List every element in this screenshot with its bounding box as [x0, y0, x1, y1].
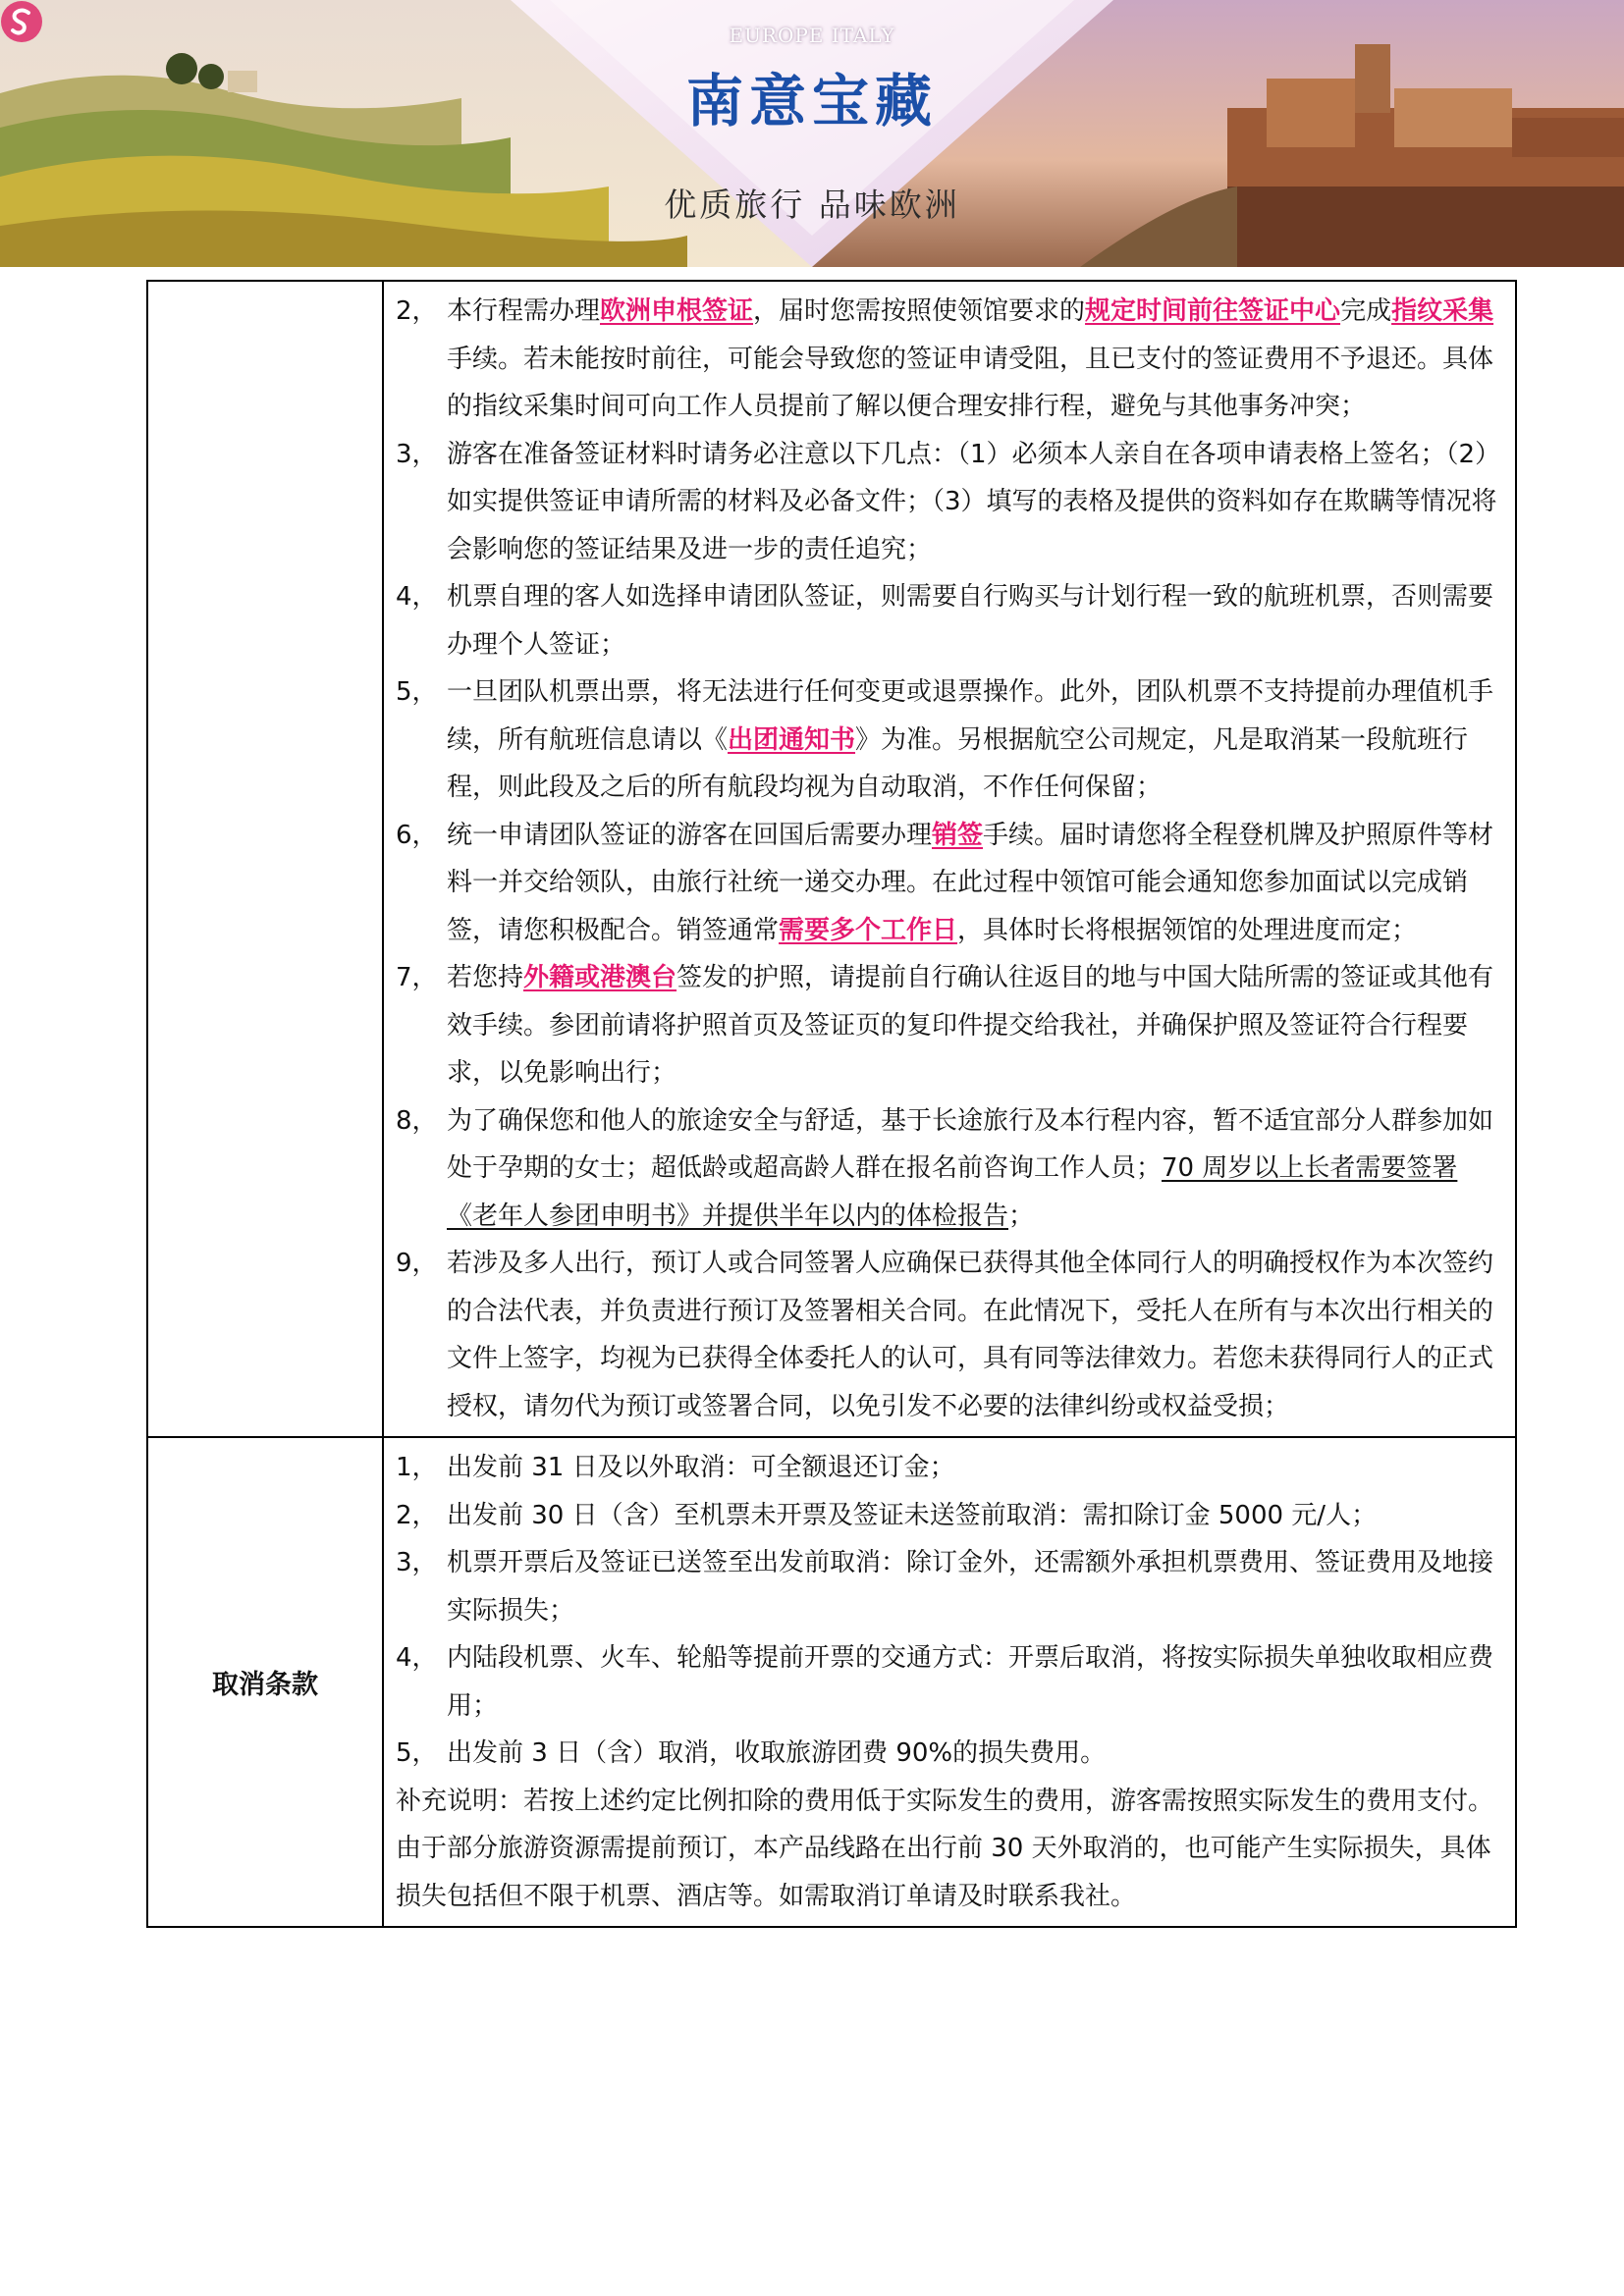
text-run: 完成 — [1340, 296, 1392, 326]
item-text: 出发前 31 日及以外取消：可全额退还订金； — [447, 1453, 955, 1482]
item-text — [447, 668, 1505, 812]
text-run: 本行程需办理 — [447, 296, 601, 326]
item-text: 游客在准备签证材料时请务必注意以下几点：（1）必须本人亲自在各项申请表格上签名；（2）如实提供签证申请所需的材料及必备文件；（3）填写的表格及提供的资料如存在欺瞒等情况将会影响您的签证结果及进一步的责任追究； — [447, 439, 1501, 564]
note-item-5 — [396, 668, 1505, 812]
cancel-item — [396, 1539, 1505, 1634]
item-text: 机票自理的客人如选择申请团队签证，则需要自行购买与计划行程一致的航班机票，否则需要办理个人签证； — [447, 582, 1494, 660]
brand-title: 南意宝藏 — [685, 68, 938, 134]
brand-swirl-icon — [0, 0, 43, 43]
item-text: 出发前 3 日（含）取消，收取旅游团费 90%的损失费用。 — [447, 1738, 1107, 1768]
item-number: 1， — [396, 1453, 438, 1482]
cancel-item — [396, 1444, 1505, 1492]
note-item-6 — [396, 812, 1505, 955]
item-text — [447, 288, 1505, 431]
text-run: 》为准。另根据航空公司规定，凡是取消某一段航班行程，则此段及之后的所有航段均视为自动取消，不作任何保留； — [447, 724, 1469, 802]
item-text — [447, 1097, 1505, 1241]
item-text: 内陆段机票、火车、轮船等提前开票的交通方式：开票后取消，将按实际损失单独收取相应费用； — [447, 1643, 1494, 1721]
note-item-4 — [396, 573, 1505, 668]
header-banner — [0, 0, 1624, 267]
highlight-schengen-visa: 欧洲申根签证 — [600, 296, 754, 326]
item-text — [447, 812, 1505, 955]
cancel-label: 取消条款 — [148, 1438, 384, 1926]
text-run: 手续。若未能按时前往，可能会导致您的签证申请受阻，且已支付的签证费用不予退还。具体的指纹采集时间可向工作人员提前了解以便合理安排行程，避免与其他事务冲突； — [447, 344, 1494, 421]
brand-subtitle: EUROPE ITALY — [729, 24, 895, 47]
cancel-item — [396, 1730, 1505, 1778]
item-number: 3， — [396, 439, 438, 469]
item-number: 5， — [396, 1738, 438, 1768]
text-run: ； — [1008, 1201, 1035, 1231]
highlight-fingerprint: 指纹采集 — [1391, 296, 1494, 326]
cancel-item — [396, 1492, 1505, 1540]
notes-row — [148, 282, 1515, 1436]
item-number: 3， — [396, 1548, 438, 1577]
text-run: 为了确保您和他人的旅途安全与舒适，基于长途旅行及本行程内容，暂不适宜部分人群参加如处于孕期的女士；超低龄或超高龄人群在报名前咨询工作人员； — [447, 1105, 1494, 1183]
item-number: 4， — [396, 1643, 438, 1673]
text-run: 一旦团队机票出票，将无法进行任何变更或退票操作。此外，团队机票不支持提前办理值机手续，所有航班信息请以《 — [447, 677, 1494, 755]
text-run: ，届时您需按照使领馆要求的 — [753, 296, 1086, 326]
item-number: 4， — [396, 582, 438, 612]
item-number: 6， — [396, 820, 438, 850]
item-text: 出发前 30 日（含）至机票未开票及签证未送签前取消：需扣除订金 5000 元/人； — [447, 1500, 1378, 1530]
highlight-visa-center-time: 规定时间前往签证中心 — [1085, 296, 1341, 326]
underline-senior-requirement: 70 周岁以上长者需要签署《老年人参团申明书》并提供半年以内的体检报告 — [447, 1153, 1458, 1231]
text-run: 若您持 — [447, 963, 524, 992]
note-item-7 — [396, 954, 1505, 1097]
text-run: 签发的护照，请提前自行确认往返目的地与中国大陆所需的签证或其他有效手续。参团前请将护照首页及签证页的复印件提交给我社，并确保护照及签证符合行程要求，以免影响出行； — [447, 963, 1494, 1088]
text-run: ，具体时长将根据领馆的处理进度而定； — [957, 915, 1418, 945]
text-run: 手续。届时请您将全程登机牌及护照原件等材料一并交给领队，由旅行社统一递交办理。在此过程中领馆可能会通知您参加面试以完成销签，请您积极配合。销签通常 — [447, 820, 1494, 945]
cancel-supplement: 补充说明：若按上述约定比例扣除的费用低于实际发生的费用，游客需按照实际发生的费用支付。由于部分旅游资源需提前预订，本产品线路在出行前 30 天外取消的，也可能产生实际损失，具体损失包括但不限于机票、酒店等。如需取消订单请及时联系我社。 — [396, 1786, 1494, 1911]
note-item-3 — [396, 431, 1505, 574]
terms-table — [146, 280, 1517, 1928]
highlight-visa-cancellation: 销签 — [932, 820, 984, 850]
highlight-foreign-passport: 外籍或港澳台 — [523, 963, 677, 992]
notes-label-cell — [148, 282, 384, 1436]
highlight-working-days: 需要多个工作日 — [779, 915, 958, 945]
cancel-content-cell — [384, 1438, 1515, 1926]
note-item-9 — [396, 1240, 1505, 1430]
item-number: 5， — [396, 677, 438, 707]
item-number: 2， — [396, 1500, 438, 1530]
notes-content-cell — [384, 282, 1515, 1436]
item-text — [447, 954, 1505, 1097]
brand-slogan: 优质旅行 品味欧洲 — [664, 186, 960, 224]
item-number: 7， — [396, 963, 438, 992]
note-item-8 — [396, 1097, 1505, 1241]
item-number: 9， — [396, 1249, 438, 1278]
item-text: 机票开票后及签证已送签至出发前取消：除订金外，还需额外承担机票费用、签证费用及地接实际损失； — [447, 1548, 1494, 1626]
text-run: 统一申请团队签证的游客在回国后需要办理 — [447, 820, 933, 850]
cancel-row — [148, 1436, 1515, 1926]
highlight-departure-notice: 出团通知书 — [728, 724, 856, 755]
note-item-2 — [396, 288, 1505, 431]
cancel-item — [396, 1634, 1505, 1730]
item-number: 2， — [396, 296, 438, 326]
item-number: 8， — [396, 1105, 438, 1136]
item-text: 若涉及多人出行，预订人或合同签署人应确保已获得其他全体同行人的明确授权作为本次签约的合法代表，并负责进行预订及签署相关合同。在此情况下，受托人在所有与本次出行相关的文件上签字，均视为已获得全体委托人的认可，具有同等法律效力。若您未获得同行人的正式授权，请勿代为预订或签署合同，以免引发不必要的法律纠纷或权益受损； — [447, 1249, 1494, 1421]
